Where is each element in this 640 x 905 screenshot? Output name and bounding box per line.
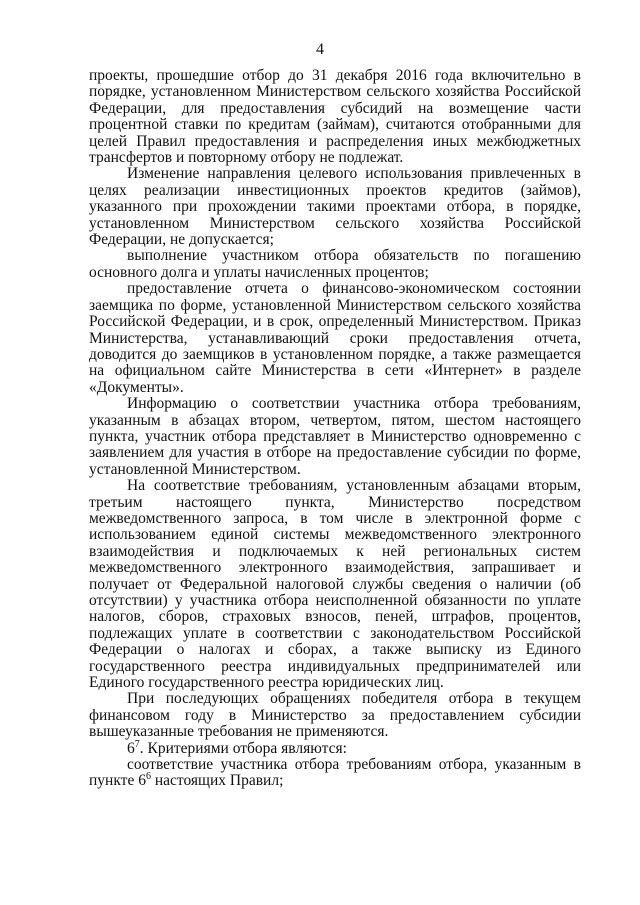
paragraph-target-use-change: Изменение направления целевого использования привлеченных в целях реализации инвестиционных проектов кредитов (займов), указанного при прохождении такими проектами отбора, в порядке, установленном Министерством сельского хозяйства Российской Федерации, не допускается;	[89, 165, 581, 249]
criteria-superscript: 6	[145, 771, 151, 783]
paragraph-criteria-compliance	[89, 757, 581, 790]
document-body	[89, 68, 581, 790]
paragraph-continuation: проекты, прошедшие отбор до 31 декабря 2016 года включительно в порядке, установленном Министерством сельского хозяйства Российской Федерации, для предоставления субсидий на возмещение части процентной ставки по кредитам (займам), считаются отобранными для целей Правил предоставления и распределения иных межбюджетных трансфертов и повторному отбору не подлежат.	[89, 67, 581, 167]
paragraph-financial-report: предоставление отчета о финансово-экономическом состоянии заемщика по форме, установленной Министерством сельского хозяйства Российской Федерации, и в срок, определенный Министерством. Приказ Министерства, устанавливающий сроки предоставления отчета, доводится до заемщиков в установленном порядке, а также размещается на официальном сайте Министерства в сети «Интернет» в разделе «Документы».	[89, 280, 581, 396]
criteria-text-after: настоящих Правил;	[150, 772, 284, 790]
paragraph-compliance-info: Информацию о соответствии участника отбора требованиям, указанным в абзацах втором, четвертом, пятом, шестом настоящего пункта, участник отбора представляет в Министерство одновременно с заявлением для участия в отборе на предоставление субсидии по форме, установленной Министерством.	[89, 395, 581, 478]
paragraph-debt-obligations: выполнение участником отбора обязательств по погашению основного долга и уплаты начисленных процентов;	[89, 247, 581, 281]
clause-superscript: 7	[134, 738, 140, 750]
clause-selection-criteria	[89, 738, 581, 757]
paragraph-interagency-request: На соответствие требованиям, установленным абзацами вторым, третьим настоящего пункта, Министерство посредством межведомственного запроса, в том числе в электронной форме с использованием единой системы межведомственного электронного взаимодействия и подключаемых к ней региональных систем межведомственного электронного взаимодействия, запрашивает и получает от Федеральной налоговой службы сведения о наличии (об отсутствии) у участника отбора неисполненной обязанности по уплате налогов, сборов, страховых взносов, пеней, штрафов, процентов, подлежащих уплате в соответствии с законодательством Российской Федерации о налогах и сборах, а также выписку из Единого государственного реестра индивидуальных предпринимателей или Единого государственного реестра юридических лиц.	[89, 477, 581, 692]
paragraph-repeat-requests: При последующих обращениях победителя отбора в текущем финансовом году в Министерство за предоставлением субсидии вышеуказанные требования не применяются.	[89, 690, 581, 741]
clause-number: 6	[127, 739, 135, 757]
page-number: 4	[316, 41, 324, 58]
clause-text: . Критериями отбора являются:	[139, 739, 347, 757]
criteria-text-before: соответствие участника отбора требованиям отбора, указанным в пункте 6	[89, 756, 581, 790]
